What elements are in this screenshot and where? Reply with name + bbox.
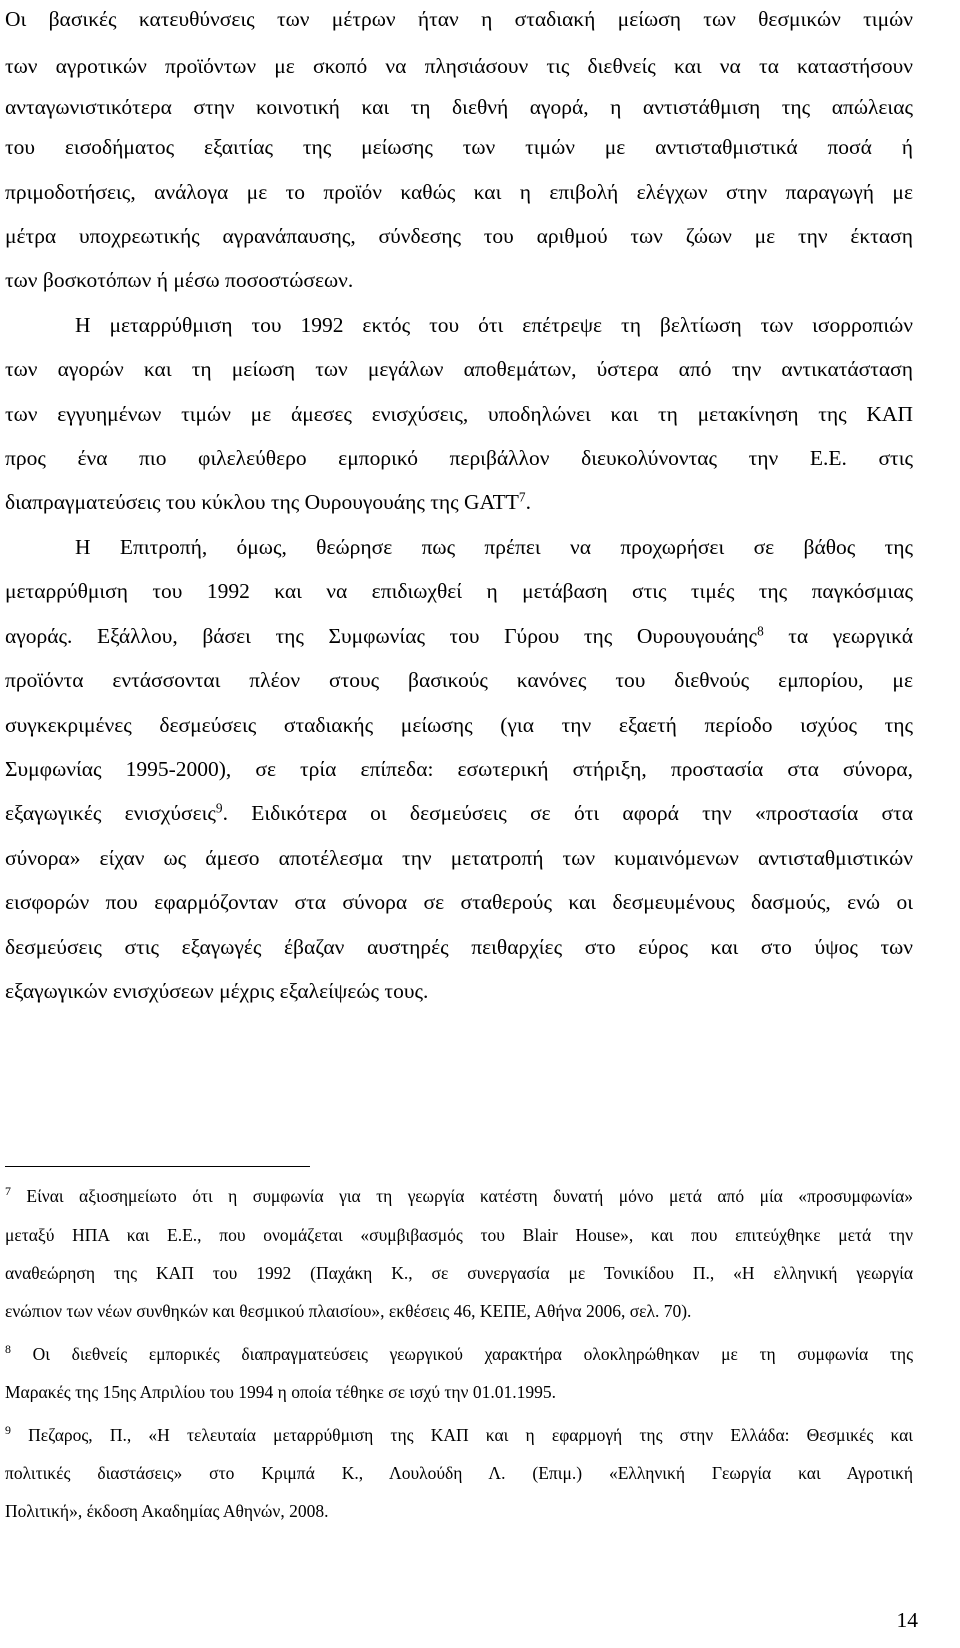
body-line: Η Επιτροπή, όμως, θεώρησε πως πρέπει να προχωρήσει σε βάθος της [75, 535, 913, 559]
footnote-ref: 9 [215, 800, 223, 816]
body-line: αγοράς. Εξάλλου, βάσει της Συμφωνίας του Γύρου της Ουρουγουάης$^8$ τα γεωργικά [5, 623, 913, 648]
footnote-line: $^9$ Πεζαρος, Π., «Η τελευταία μεταρρύθμιση της ΚΑΠ και η εφαρμογή της στην Ελλάδα: Θεσμικές και [5, 1422, 913, 1445]
body-line: δεσμεύσεις στις εξαγωγές έβαζαν αυστηρές πειθαρχίες στο εύρος και στο ύψος των [5, 935, 913, 959]
footnote-line: Μαρακές της 15ης Απριλίου του 1994 η οποία τέθηκε σε ισχύ την 01.01.1995. [5, 1382, 556, 1402]
body-line: εξαγωγικές ενισχύσεις$^9$. Ειδικότερα οι δεσμεύσεις σε ότι αφορά την «προστασία στα [5, 800, 914, 825]
footnote-ref: 8 [757, 623, 764, 639]
body-line: Συμφωνίας 1995-2000), σε τρία επίπεδα: εσωτερική στήριξη, προστασία στα σύνορα, [5, 757, 913, 781]
footnote-number: 8 [5, 1341, 11, 1356]
footnote-number: 9 [5, 1422, 11, 1437]
footnote-line: αναθεώρηση της ΚΑΠ του 1992 (Παχάκη Κ., σε συνεργασία με Τονικίδου Π., «Η ελληνική γεωργία [5, 1263, 913, 1283]
footnote-line: Πολιτική», έκδοση Ακαδημίας Αθηνών, 2008. [5, 1501, 329, 1521]
footnote-separator [5, 1166, 310, 1167]
body-line: των αγροτικών προϊόντων με σκοπό να πλησιάσουν τις διεθνείς και να τα καταστήσουν [5, 54, 913, 78]
footnote-line: $^7$ Είναι αξιοσημείωτο ότι η συμφωνία για τη γεωργία κατέστη δυνατή μόνο μετά από μία «προσυμφωνία» [5, 1183, 913, 1206]
footnote-line: μεταξύ ΗΠΑ και Ε.Ε., που ονομάζεται «συμβιβασμός του Blair House», και που επιτεύχθηκε μετά την [5, 1225, 913, 1245]
body-line: προϊόντα εντάσσονται πλέον στους βασικούς κανόνες του διεθνούς εμπορίου, με [5, 668, 913, 692]
footnote-line: $^8$ Οι διεθνείς εμπορικές διαπραγματεύσεις γεωργικού χαρακτήρα ολοκληρώθηκαν με τη συμφωνία της [5, 1341, 913, 1364]
footnote-line: ενώπιον των νέων συνθηκών και θεσμικού πλαισίου», εκθέσεις 46, ΚΕΠΕ, Αθήνα 2006, σελ. 70). [5, 1301, 692, 1321]
body-line: διαπραγματεύσεις του κύκλου της Ουρουγουάης της GATT$^7$. [5, 489, 531, 514]
body-line: των αγορών και τη μείωση των μεγάλων αποθεμάτων, ύστερα από την αντικατάσταση [5, 357, 913, 381]
body-line: συγκεκριμένες δεσμεύσεις σταδιακής μείωσης (για την εξαετή περίοδο ισχύος της [5, 713, 913, 737]
body-line: των βοσκοτόπων ή μέσω ποσοστώσεων. [5, 268, 354, 292]
body-line: ανταγωνιστικότερα στην κοινοτική και τη διεθνή αγορά, η αντιστάθμιση της απώλειας [5, 95, 913, 119]
body-line: πριμοδοτήσεις, ανάλογα με το προϊόν καθώς και η επιβολή ελέγχων στην παραγωγή με [5, 180, 913, 204]
page-number: 14 [896, 1608, 918, 1632]
footnote-ref: 7 [518, 489, 526, 505]
body-line: μεταρρύθμιση του 1992 και να επιδιωχθεί η μετάβαση στις τιμές της παγκόσμιας [5, 579, 913, 603]
body-line: εισφορών που εφαρμόζονταν στα σύνορα σε σταθερούς και δεσμευμένους δασμούς, ενώ οι [5, 890, 913, 914]
body-line: εξαγωγικών ενισχύσεων μέχρις εξαλείψεώς τους. [5, 979, 429, 1003]
body-line: Οι βασικές κατευθύνσεις των μέτρων ήταν η σταδιακή μείωση των θεσμικών τιμών [5, 7, 913, 31]
body-line: προς ένα πιο φιλελεύθερο εμπορικό περιβάλλον διευκολύνοντας την Ε.Ε. στις [5, 446, 913, 470]
body-line: των εγγυημένων τιμών με άμεσες ενισχύσεις, υποδηλώνει και τη μετακίνηση της ΚΑΠ [5, 402, 913, 426]
body-line: μέτρα υποχρεωτικής αγρανάπαυσης, σύνδεσης του αριθμού των ζώων με την έκταση [5, 224, 913, 248]
body-line: σύνορα» είχαν ως άμεσο αποτέλεσμα την μετατροπή των κυμαινόμενων αντισταθμιστικών [5, 846, 913, 870]
body-line: του εισοδήματος εξαιτίας της μείωσης των τιμών με αντισταθμιστικά ποσά ή [5, 135, 913, 159]
body-line: Η μεταρρύθμιση του 1992 εκτός του ότι επέτρεψε τη βελτίωση των ισορροπιών [75, 313, 913, 337]
footnote-number: 7 [5, 1183, 11, 1198]
footnote-line: πολιτικές διαστάσεις» στο Κριμπά Κ., Λουλούδη Λ. (Επιμ.) «Ελληνική Γεωργία και Αγροτική [5, 1463, 913, 1483]
